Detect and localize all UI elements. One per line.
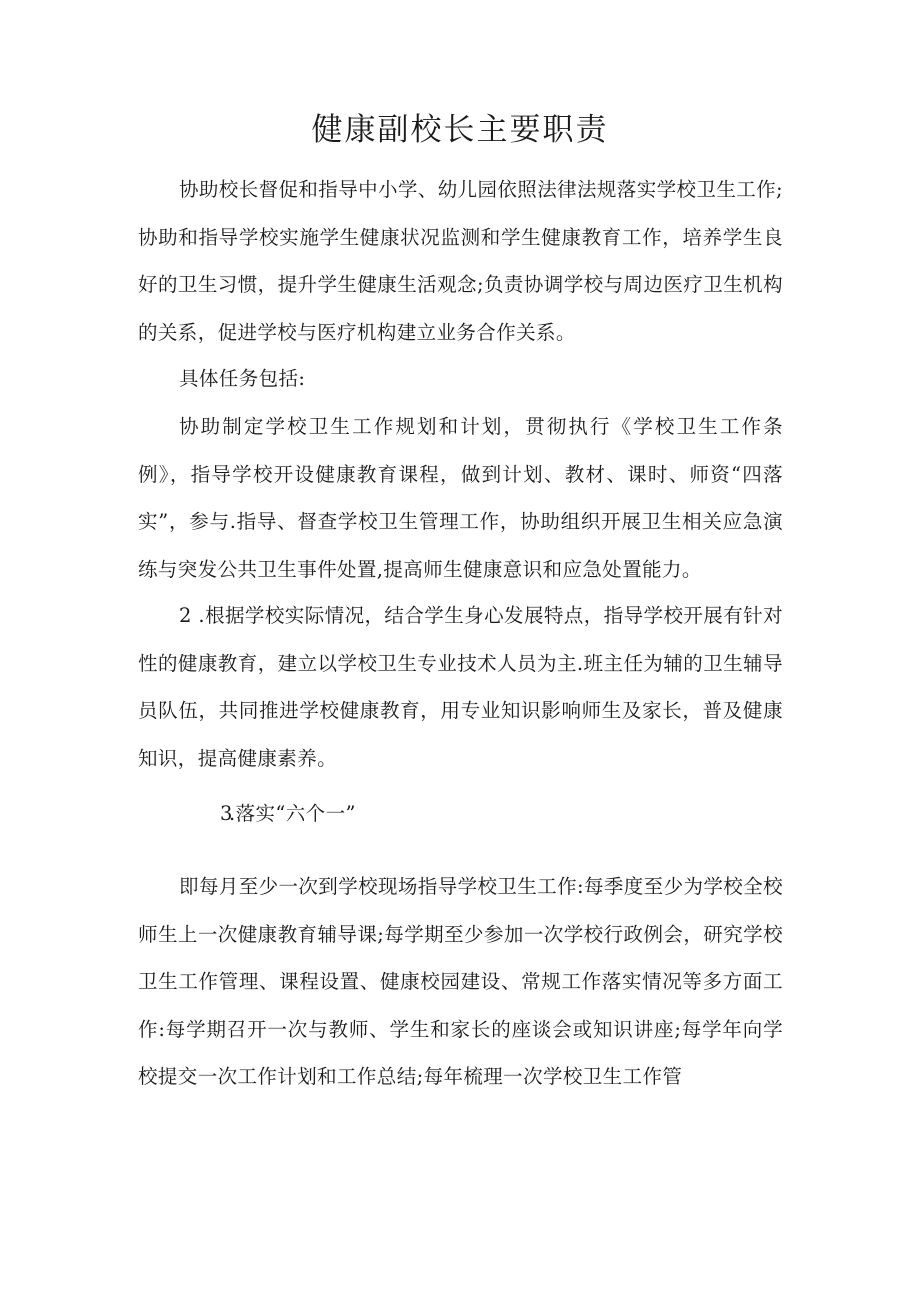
paragraph-task-3-heading [138,790,783,838]
item-3-text: .落实“六个一” [229,802,356,825]
paragraph-task-1: 协助制定学校卫生工作规划和计划，贯彻执行《学校卫生工作条例》，指导学校开设健康教育课程，做到计划、教材、课时、师资“四落实”，参与.指导、督查学校卫生管理工作，协助组织开展卫生相关应急演练与突发公共卫生事件处置,提高师生健康意识和应急处置能力。 [138,415,783,581]
paragraph-task-2: 2 .根据学校实际情况，结合学生身心发展特点，指导学校开展有针对性的健康教育，建立以学校卫生专业技术人员为主.班主任为辅的卫生辅导员队伍，共同推进学校健康教育，用专业知识影响师生及家长，普及健康知识，提高健康素养。 [138,604,783,770]
item-3-number: 3 [220,802,233,825]
paragraph-tasks-heading: 具体任务包括: [179,367,306,390]
paragraph-task-3-detail: 即每月至少一次到学校现场指导学校卫生工作:每季度至少为学校全校师生上一次健康教育辅导课;每学期至少参加一次学校行政例会，研究学校卫生工作管理、课程设置、健康校园建设、常规工作落实情况等多方面工作:每学期召开一次与教师、学生和家长的座谈会或知识讲座;每学年向学校提交一次工作计划和工作总结;每年梳理一次学校卫生工作管 [138,875,783,1088]
page-title: 健康副校长主要职责 [311,112,609,148]
paragraph-responsibilities: 协助校长督促和指导中小学、幼儿园依照法律法规落实学校卫生工作;协助和指导学校实施学生健康状况监测和学生健康教育工作，培养学生良好的卫生习惯，提升学生健康生活观念;负责协调学校与周边医疗卫生机构的关系，促进学校与医疗机构建立业务合作关系。 [138,178,783,344]
